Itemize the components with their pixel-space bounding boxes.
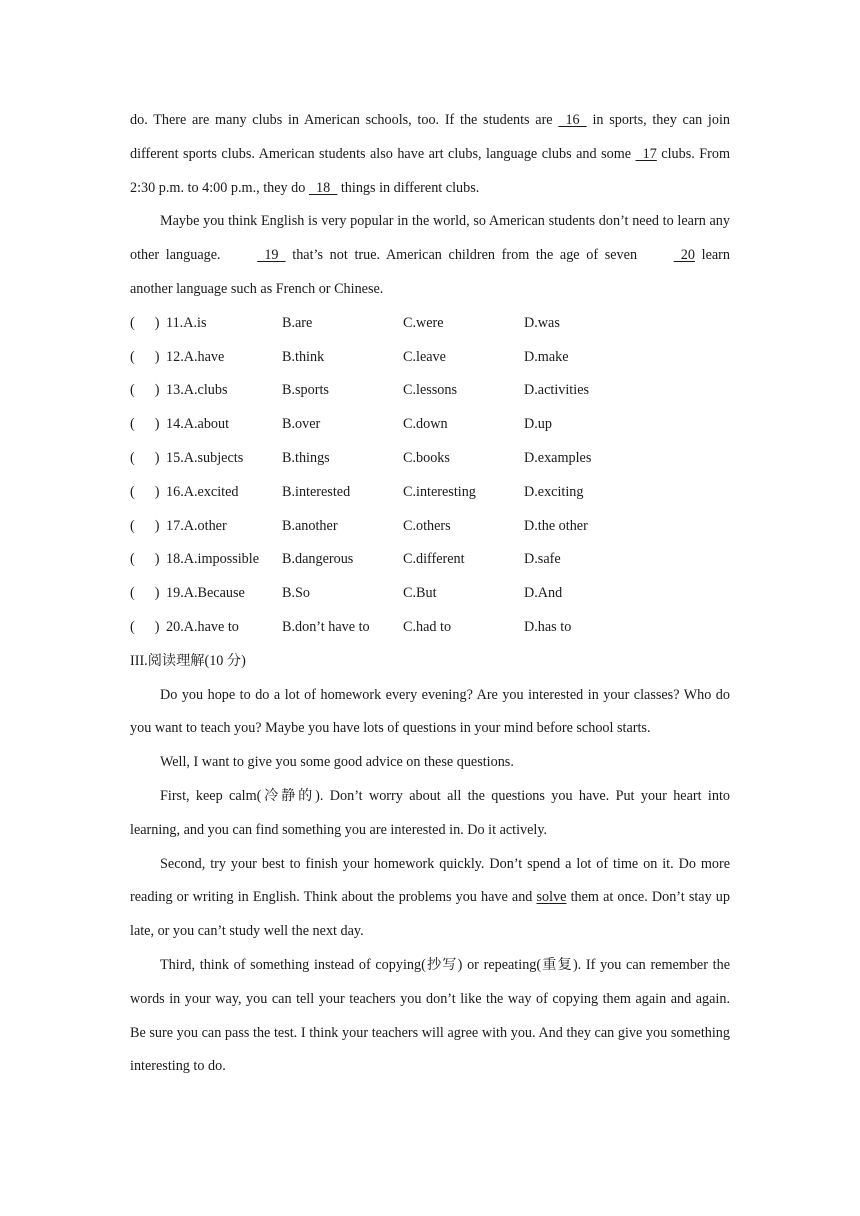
blank-20: 20	[673, 247, 695, 264]
answer-paren: ( )	[130, 314, 160, 331]
options-list	[130, 307, 730, 645]
passage-paragraph-1	[130, 104, 730, 205]
option-d: D.And	[524, 585, 563, 602]
option-c: C.down	[403, 416, 448, 433]
option-b: B.things	[282, 449, 330, 466]
passage-text: things in different clubs.	[337, 179, 480, 196]
option-a: 14.A.about	[166, 416, 230, 433]
option-c: C.interesting	[403, 483, 476, 500]
option-d: D.exciting	[524, 483, 584, 500]
answer-paren: ( )	[130, 449, 160, 466]
reading-paragraph-2: Well, I want to give you some good advice on these questions.	[160, 754, 514, 771]
option-row-17	[130, 510, 730, 544]
answer-paren: ( )	[130, 416, 160, 433]
option-a: 13.A.clubs	[166, 382, 228, 399]
option-c: C.leave	[403, 348, 446, 365]
option-a: 12.A.have	[166, 348, 225, 365]
option-d: D.has to	[524, 618, 572, 635]
passage-text: learn another language such as French or Chinese.	[130, 247, 730, 297]
answer-paren: ( )	[130, 585, 160, 602]
blank-19: 19	[257, 247, 286, 264]
blank-17: 17	[635, 145, 657, 162]
document-page	[130, 104, 730, 1084]
answer-paren: ( )	[130, 348, 160, 365]
passage-text: that’s not true. American children from the age of seven	[285, 247, 644, 264]
option-c: C.lessons	[403, 382, 457, 399]
blank-16: 16	[558, 112, 587, 128]
option-row-13	[130, 374, 730, 408]
option-d: D.activities	[524, 382, 590, 399]
option-d: D.examples	[524, 449, 592, 466]
option-b: B.don’t have to	[282, 618, 370, 635]
option-b: B.sports	[282, 382, 329, 399]
reading-paragraph-4	[130, 848, 730, 949]
option-row-20	[130, 611, 730, 645]
option-c: C.books	[403, 449, 450, 466]
answer-paren: ( )	[130, 382, 160, 399]
reading-text: them at once. Don’t stay up late, or you can’t study well the next day.	[130, 889, 730, 940]
option-row-14	[130, 408, 730, 442]
reading-text: Second, try your best to finish your homework quickly. Don’t spend a lot of time on it. Do more reading or writing in English. Think about the problems you have and	[130, 855, 730, 906]
option-c: C.were	[403, 314, 444, 331]
option-row-15	[130, 442, 730, 476]
section-heading: III.阅读理解(10 分)	[130, 652, 246, 669]
option-row-16	[130, 476, 730, 510]
reading-paragraph-1: Do you hope to do a lot of homework every evening? Are you interested in your classes? Who do you want to teach you? Maybe you have lots of questions in your mind before school starts.	[130, 686, 730, 737]
option-c: C.others	[403, 517, 451, 534]
answer-paren: ( )	[130, 618, 160, 635]
option-d: D.up	[524, 416, 552, 433]
answer-paren: ( )	[130, 551, 160, 568]
passage-text: do. There are many clubs in American schools, too. If the students are	[130, 112, 559, 128]
passage-text: in sports, they can join different sports clubs. American students also have art clubs, language clubs and some	[130, 112, 731, 162]
blank-18: 18	[308, 179, 338, 196]
answer-paren: ( )	[130, 517, 160, 534]
option-b: B.are	[282, 314, 313, 331]
option-a: 16.A.excited	[166, 483, 239, 500]
option-a: 19.A.Because	[166, 585, 245, 602]
option-c: C.But	[403, 585, 437, 602]
passage-paragraph-2	[130, 205, 730, 306]
option-a: 18.A.impossible	[166, 551, 260, 568]
answer-paren: ( )	[130, 483, 160, 500]
passage-text: Maybe you think English is very popular in the world, so American students don’t need to learn any other language.	[130, 213, 730, 264]
option-b: B.dangerous	[282, 551, 354, 568]
underlined-word: solve	[536, 889, 567, 906]
option-d: D.make	[524, 348, 569, 365]
option-d: D.the other	[524, 517, 588, 534]
option-a: 15.A.subjects	[166, 449, 244, 466]
option-a: 20.A.have to	[166, 618, 239, 635]
option-b: B.interested	[282, 483, 351, 500]
option-c: C.different	[403, 551, 465, 568]
option-b: B.over	[282, 416, 321, 433]
option-d: D.was	[524, 314, 560, 331]
option-a: 17.A.other	[166, 517, 227, 534]
option-b: B.another	[282, 517, 338, 534]
reading-paragraph-5: Third, think of something instead of copying(抄写) or repeating(重复). If you can remember the words in your way, you can tell your teachers you don’t like the way of copying them again and again. Be sure you can pass the test. I think your teachers will agree with you. And they can give you something interesting to do.	[130, 956, 730, 1075]
option-c: C.had to	[403, 618, 452, 635]
option-row-12	[130, 341, 730, 375]
passage-text: clubs. From 2:30 p.m. to 4:00 p.m., they do	[130, 145, 730, 196]
option-b: B.So	[282, 585, 310, 602]
option-row-19	[130, 577, 730, 611]
option-b: B.think	[282, 348, 325, 365]
option-row-18	[130, 543, 730, 577]
option-row-11	[130, 307, 730, 341]
option-d: D.safe	[524, 551, 561, 568]
reading-paragraph-3: First, keep calm(冷静的). Don’t worry about all the questions you have. Put your heart into learning, and you can find something you are interested in. Do it actively.	[130, 787, 730, 838]
option-a: 11.A.is	[166, 314, 207, 331]
